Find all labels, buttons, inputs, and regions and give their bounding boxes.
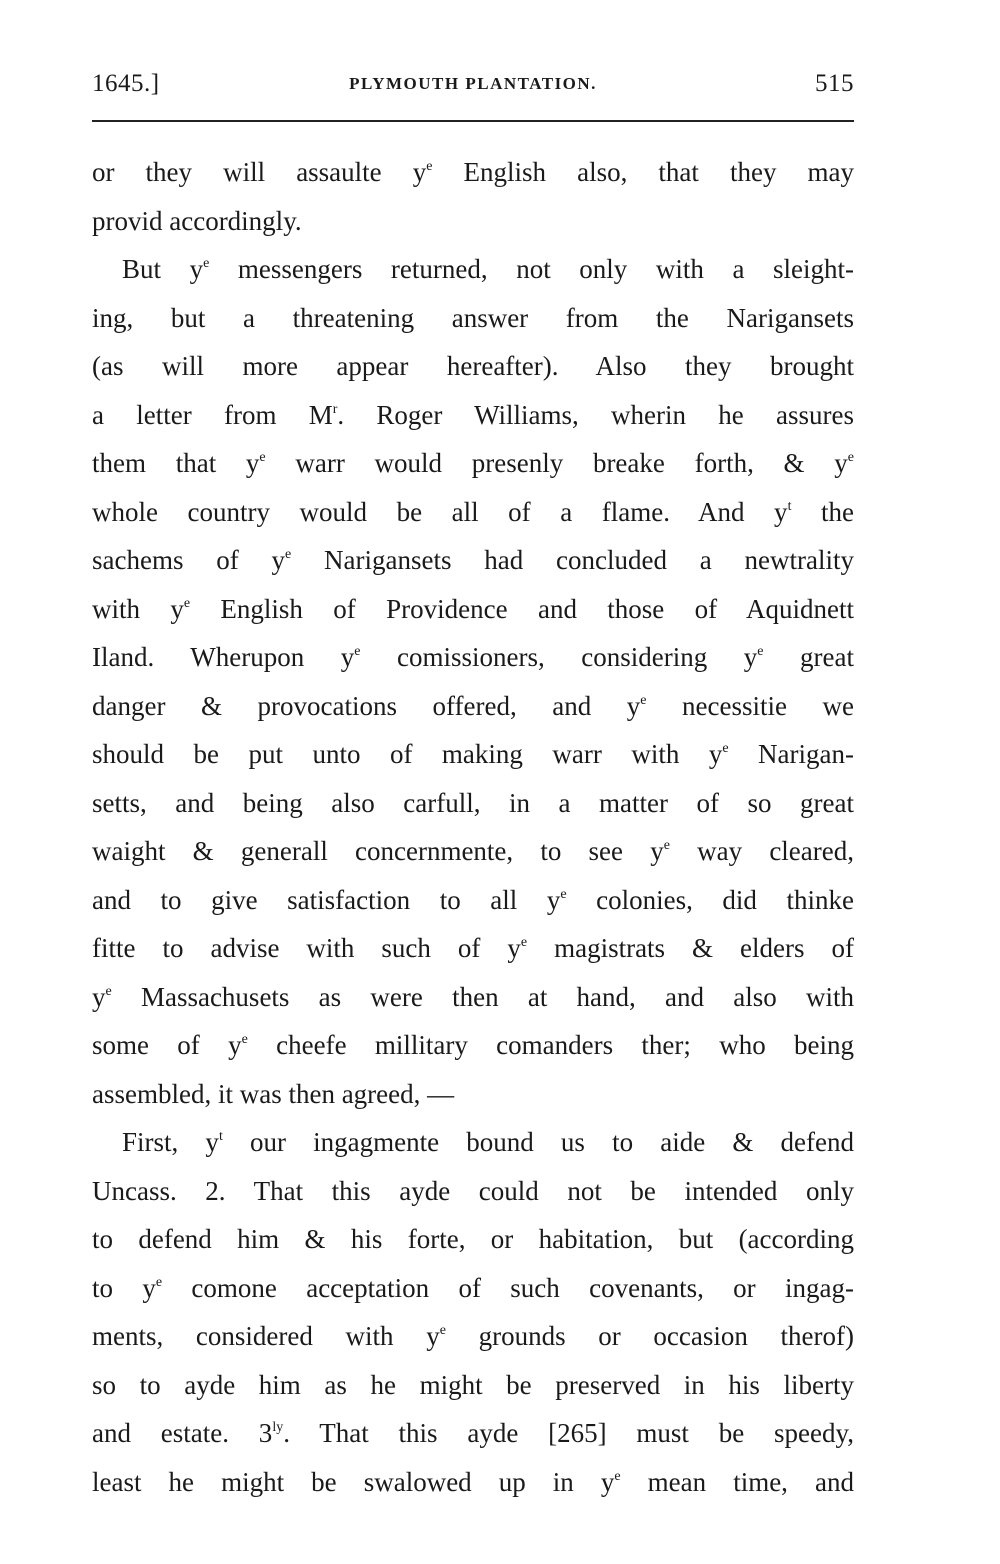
text-run: mean time, and xyxy=(620,1466,854,1497)
superscript-abbrev: e xyxy=(614,1468,621,1484)
text-run: (as will more appear hereafter). Also they brought xyxy=(92,351,854,381)
superscript-abbrev: e xyxy=(241,1032,248,1047)
text-run: and estate. 3 xyxy=(92,1418,273,1448)
text-run: English of Providence and those of Aquidnett xyxy=(190,593,854,624)
text-run: Narigan- xyxy=(728,739,854,769)
superscript-abbrev: e xyxy=(155,1274,163,1290)
text-run: But y xyxy=(122,254,204,284)
text-run: sachems of y xyxy=(92,545,286,575)
superscript-abbrev: e xyxy=(560,886,567,902)
text-run: least he might be swalowed up in y xyxy=(92,1466,615,1497)
text-line xyxy=(92,488,854,537)
text-run: fitte to advise with such of y xyxy=(92,933,521,963)
running-head xyxy=(92,70,854,110)
superscript-abbrev: e xyxy=(354,644,361,659)
text-run: ing, but a threatening answer from the Narigansets xyxy=(92,302,854,333)
text-run: to defend him & his forte, or habitation, but (according xyxy=(92,1224,854,1254)
text-run: danger & provocations offered, and y xyxy=(92,690,641,721)
text-line xyxy=(92,1215,854,1264)
text-run: waight & generall concernmente, to see y xyxy=(92,836,664,866)
text-line xyxy=(92,633,854,682)
text-run: Uncass. 2. That this ayde could not be intended only xyxy=(92,1175,854,1206)
superscript-abbrev: e xyxy=(259,450,266,465)
text-run: and to give satisfaction to all y xyxy=(92,884,561,915)
superscript-abbrev: e xyxy=(757,644,764,659)
text-line xyxy=(92,439,854,488)
text-line xyxy=(92,973,854,1022)
text-line xyxy=(92,1312,854,1361)
text-line xyxy=(92,391,854,440)
text-line xyxy=(92,730,854,779)
superscript-abbrev: t xyxy=(787,498,792,514)
body-text xyxy=(92,148,854,1506)
text-run: warr would presenly breake forth, & y xyxy=(265,448,848,478)
text-run: cheefe millitary comanders ther; who being xyxy=(247,1030,855,1060)
superscript-abbrev: r xyxy=(332,401,338,417)
text-run: the xyxy=(791,496,854,527)
text-line xyxy=(92,536,854,585)
text-run: . Roger Williams, wherin he assures xyxy=(337,399,854,430)
text-run: English also, that they may xyxy=(432,157,855,187)
superscript-abbrev: e xyxy=(640,692,647,708)
text-line xyxy=(92,294,854,343)
text-run: comissioners, considering y xyxy=(360,642,758,672)
text-line xyxy=(92,827,854,876)
text-line xyxy=(92,682,854,731)
text-run: comone acceptation of such covenants, or ingag- xyxy=(162,1272,854,1303)
text-run: Massachusets as were then at hand, and also with xyxy=(111,981,854,1012)
text-line xyxy=(92,197,854,246)
superscript-abbrev: e xyxy=(847,450,854,465)
text-run: grounds or occasion therof) xyxy=(445,1321,854,1351)
superscript-abbrev: e xyxy=(105,983,112,999)
text-line xyxy=(92,779,854,828)
page-number: 515 xyxy=(815,70,854,97)
text-run: necessitie we xyxy=(646,690,854,721)
text-run: our ingagmente bound us to aide & defend xyxy=(222,1127,854,1157)
text-line xyxy=(92,342,854,391)
text-line xyxy=(92,876,854,925)
text-run: provid accordingly. xyxy=(92,205,302,236)
text-line xyxy=(92,1118,854,1167)
superscript-abbrev: e xyxy=(183,595,191,611)
text-run: magistrats & elders of xyxy=(527,933,854,963)
text-run: setts, and being also carfull, in a matter of so great xyxy=(92,787,854,818)
text-run: should be put unto of making warr with y xyxy=(92,739,723,769)
book-page xyxy=(92,70,854,1506)
text-line xyxy=(92,1458,854,1507)
text-run: them that y xyxy=(92,448,260,478)
superscript-abbrev: e xyxy=(285,547,292,562)
text-line xyxy=(92,1167,854,1216)
text-line xyxy=(92,1409,854,1458)
superscript-abbrev: t xyxy=(218,1129,223,1144)
text-run: colonies, did thinke xyxy=(566,884,854,915)
text-run: with y xyxy=(92,593,184,624)
superscript-abbrev: e xyxy=(663,838,670,853)
superscript-abbrev: e xyxy=(203,256,210,271)
text-run: messengers returned, not only with a sleight- xyxy=(209,254,854,284)
text-line xyxy=(92,1021,854,1070)
text-run: . That this ayde [265] must be speedy, xyxy=(283,1418,854,1448)
text-run: to y xyxy=(92,1272,156,1303)
text-line xyxy=(92,245,854,294)
superscript-abbrev: e xyxy=(520,935,528,950)
superscript-abbrev: e xyxy=(439,1323,446,1338)
text-run: whole country would be all of a flame. And y xyxy=(92,496,788,527)
text-line xyxy=(92,924,854,973)
text-run: great xyxy=(763,642,854,672)
text-run: First, y xyxy=(122,1127,219,1157)
text-run: or they will assaulte y xyxy=(92,157,427,187)
text-run: y xyxy=(92,981,106,1012)
text-line xyxy=(92,585,854,634)
text-line xyxy=(92,1264,854,1313)
text-line xyxy=(92,1070,854,1119)
text-run: a letter from M xyxy=(92,399,333,430)
text-run: so to ayde him as he might be preserved in his liberty xyxy=(92,1369,854,1400)
superscript-abbrev: e xyxy=(722,741,729,756)
text-run: Narigansets had concluded a newtrality xyxy=(291,545,854,575)
text-run: Iland. Wherupon y xyxy=(92,642,355,672)
text-line xyxy=(92,148,854,197)
text-run: ments, considered with y xyxy=(92,1321,440,1351)
header-rule xyxy=(92,120,854,122)
header-year: 1645.] xyxy=(92,70,160,97)
text-line xyxy=(92,1361,854,1410)
text-run: assembled, it was then agreed, — xyxy=(92,1078,455,1109)
header-title: PLYMOUTH PLANTATION. xyxy=(349,74,597,93)
text-run: way cleared, xyxy=(669,836,854,866)
superscript-abbrev: e xyxy=(426,159,433,174)
superscript-abbrev: ly xyxy=(272,1420,284,1435)
text-run: some of y xyxy=(92,1030,242,1060)
